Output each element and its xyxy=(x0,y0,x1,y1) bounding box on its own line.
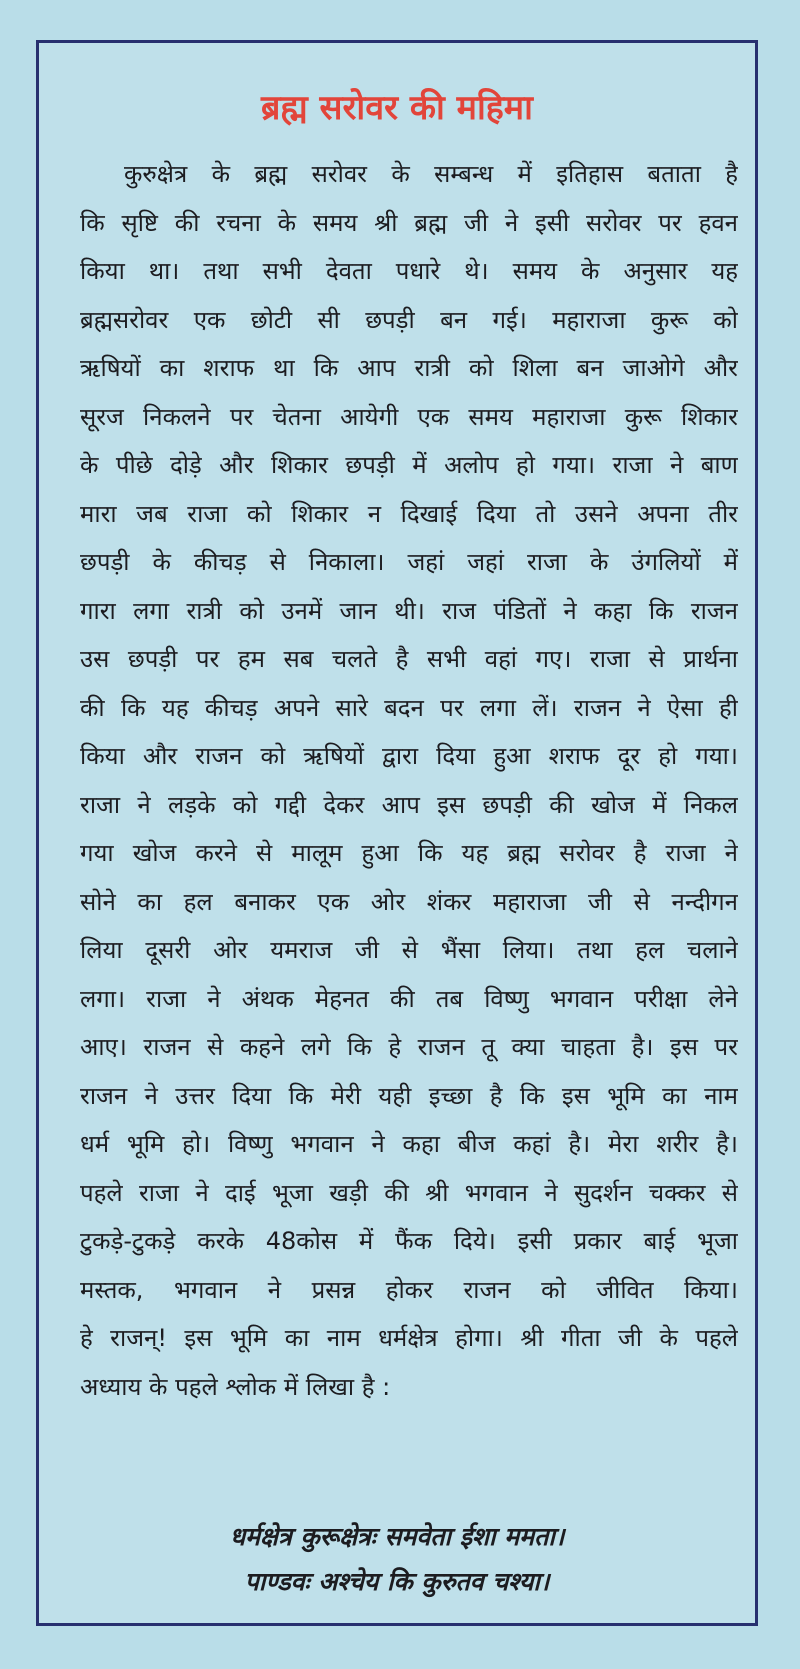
verse-line-1: धर्मक्षेत्र कुरूक्षेत्रः समवेता ईशा ममता। xyxy=(229,1522,565,1551)
body-line: लिया दूसरी ओर यमराज जी से भैंसा लिया। तथा हल चलाने xyxy=(80,936,738,964)
body-line: टुकड़े-टुकड़े करके 48कोस में फैंक दिये। इसी प्रकार बाई भूजा xyxy=(80,1227,738,1255)
body-line: पहले राजा ने दाई भूजा खड़ी की श्री भगवान ने सुदर्शन चक्कर से xyxy=(80,1178,738,1207)
body-line: अध्याय के पहले श्लोक में लिखा है : xyxy=(80,1372,391,1401)
body-line: के पीछे दोड़े और शिकार छपड़ी में अलोप हो गया। राजा ने बाण xyxy=(80,451,738,479)
page-title: ब्रह्म सरोवर की महिमा xyxy=(261,88,533,128)
body-line: ऋषियों का शराफ था कि आप रात्री को शिला बन जाओगे और xyxy=(80,354,738,382)
body-line: सोने का हल बनाकर एक ओर शंकर महाराजा जी से नन्दीगन xyxy=(80,887,738,916)
body-line: गया खोज करने से मालूम हुआ कि यह ब्रह्म सरोवर है राजा ने xyxy=(80,839,738,867)
body-line: मारा जब राजा को शिकार न दिखाई दिया तो उसने अपना तीर xyxy=(80,499,738,528)
body-line: कुरुक्षेत्र के ब्रह्म सरोवर के सम्बन्ध में इतिहास बताता है xyxy=(124,160,738,188)
body-line: धर्म भूमि हो। विष्णु भगवान ने कहा बीज कहां है। मेरा शरीर है। xyxy=(80,1130,738,1158)
body-line: की कि यह कीचड़ अपने सारे बदन पर लगा लें। राजन ने ऐसा ही xyxy=(80,693,738,722)
body-line: उस छपड़ी पर हम सब चलते है सभी वहां गए। राजा से प्रार्थना xyxy=(80,645,738,673)
body-line: गारा लगा रात्री को उनमें जान थी। राज पंडितों ने कहा कि राजन xyxy=(80,596,738,625)
body-line: हे राजन्! इस भूमि का नाम धर्मक्षेत्र होगा। श्री गीता जी के पहले xyxy=(80,1324,738,1352)
body-line: किया था। तथा सभी देवता पधारे थे। समय के अनुसार यह xyxy=(80,257,738,285)
body-line: आए। राजन से कहने लगे कि हे राजन तू क्या चाहता है। इस पर xyxy=(80,1033,738,1061)
body-line: राजन ने उत्तर दिया कि मेरी यही इच्छा है कि इस भूमि का नाम xyxy=(80,1081,738,1110)
body-line: राजा ने लड़के को गद्दी देकर आप इस छपड़ी की खोज में निकल xyxy=(80,790,738,819)
article-body xyxy=(80,150,738,1411)
body-line: सूरज निकलने पर चेतना आयेगी एक समय महाराजा कुरू शिकार xyxy=(80,402,738,431)
body-line: छपड़ी के कीचड़ से निकाला। जहां जहां राजा के उंगलियों में xyxy=(80,548,738,576)
body-line: किया और राजन को ऋषियों द्वारा दिया हुआ शराफ दूर हो गया। xyxy=(80,742,738,770)
body-line: मस्तक, भगवान ने प्रसन्न होकर राजन को जीवित किया। xyxy=(80,1275,738,1304)
verse-line-2: पाण्डवः अश्चेय कि कुरुतव चश्या। xyxy=(244,1567,550,1596)
body-line: कि सृष्टि की रचना के समय श्री ब्रह्म जी ने इसी सरोवर पर हवन xyxy=(80,208,738,237)
body-line: ब्रह्मसरोवर एक छोटी सी छपड़ी बन गई। महाराजा कुरू को xyxy=(80,305,738,334)
body-line: लगा। राजा ने अंथक मेहनत की तब विष्णु भगवान परीक्षा लेने xyxy=(80,984,738,1013)
